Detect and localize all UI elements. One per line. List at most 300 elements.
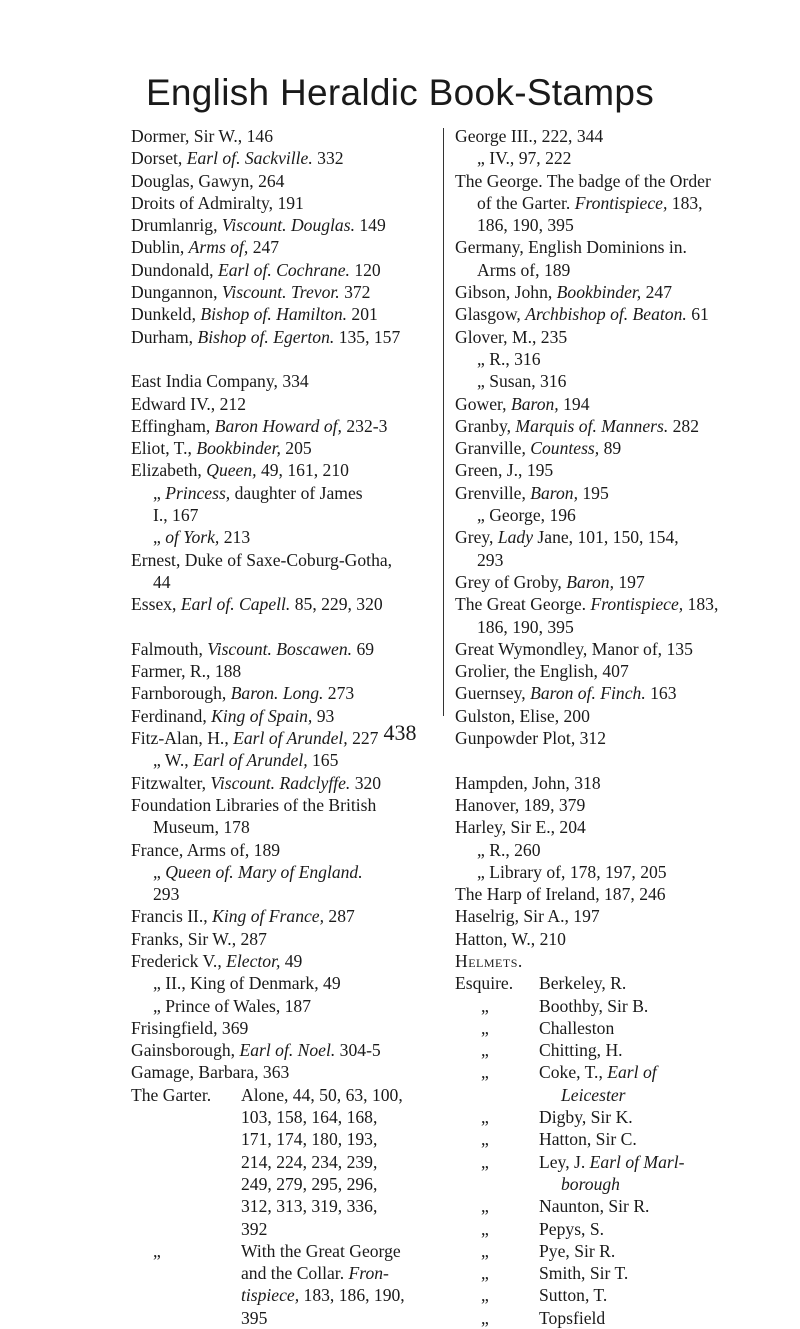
helmet-name (539, 1084, 626, 1106)
index-entry (455, 593, 785, 615)
garter-row (131, 1173, 431, 1195)
entry-italic: Viscount. Trevor. (221, 282, 340, 303)
ditto-mark: „ (481, 1285, 489, 1306)
helmet-name-text: Digby, Sir K. (539, 1107, 633, 1128)
entry-pages: Jane, 101, 150, 154, (533, 527, 679, 548)
entry-pages: 146 (246, 126, 273, 146)
index-entry (455, 125, 785, 147)
helmet-row (455, 1195, 785, 1217)
entry-text: „ R., 316 (477, 348, 541, 369)
entry-text: Green, J., (455, 460, 527, 481)
entry-pages: 200 (563, 705, 590, 726)
index-entry (131, 459, 431, 481)
index-entry (131, 839, 431, 861)
esquire-label: Esquire. (455, 973, 514, 994)
helmet-name-text: Ley, J. (539, 1151, 590, 1172)
entry-italic: Princess, (165, 482, 231, 503)
entry-text: „ Library of, 178, 197, 205 (477, 861, 667, 882)
entry-pages: 149 (354, 215, 386, 236)
entry-text: Gulston, Elise, (455, 705, 564, 726)
index-entry (131, 370, 431, 392)
entry-pages: 135, 157 (334, 326, 401, 347)
index-entry (455, 281, 785, 303)
helmet-name-text: Coke, T., (539, 1062, 608, 1083)
entry-pages: 320 (350, 772, 382, 793)
entry-text: Harley, Sir E., (455, 817, 560, 838)
entry-text: Guernsey, (455, 683, 531, 704)
entry-pages: 312 (579, 728, 607, 749)
helmet-row (455, 1307, 785, 1329)
indent (131, 1307, 241, 1329)
garter-pages: 392 (241, 1218, 268, 1239)
indent (131, 1195, 241, 1217)
helmet-row (455, 1151, 785, 1173)
entry-italic: Earl of Arundel, (233, 728, 348, 749)
helmet-name (539, 1039, 623, 1061)
garter-row (131, 1240, 431, 1262)
entry-pages: 49 (280, 950, 303, 971)
entry-italic: Baron, (566, 571, 614, 592)
entry-pages: 273 (323, 683, 355, 704)
helmet-name (539, 1218, 604, 1240)
helmet-name (539, 1106, 633, 1128)
garter-pages: 214, 224, 234, 239, (241, 1151, 378, 1172)
entry-text: Eliot, T., (131, 438, 197, 459)
entry-text: 293 (153, 884, 180, 905)
garter-row (131, 1151, 431, 1173)
index-entry (131, 236, 431, 258)
helmet-row (455, 1173, 785, 1195)
ditto-mark: „ (481, 1107, 489, 1128)
entry-text: Granby, (455, 415, 516, 436)
entry-text: Dormer, Sir W., (131, 126, 247, 146)
index-entry (455, 928, 785, 950)
entry-italic: Archbishop of. Beaton. (525, 304, 687, 325)
index-entry (455, 526, 785, 548)
helmet-row (455, 1128, 785, 1150)
helmet-row (455, 1017, 785, 1039)
garter-row (131, 1195, 431, 1217)
helmet-name-text: Challeston (539, 1017, 615, 1038)
index-entry (131, 1061, 431, 1083)
indent (131, 1106, 241, 1128)
index-entry (131, 170, 431, 192)
entry-pages: 334 (282, 371, 309, 392)
index-entry (131, 415, 431, 437)
index-entry (455, 682, 785, 704)
entry-pages: 247 (248, 237, 280, 258)
entry-text: „ (153, 482, 166, 503)
entry-pages: 210 (539, 928, 566, 949)
helmet-name (539, 1262, 628, 1284)
entry-text: Museum, 178 (153, 817, 250, 838)
entry-text: Grey of Groby, (455, 571, 567, 592)
entry-text: Fitz-Alan, H., (131, 728, 234, 749)
entry-text: East India Company, (131, 371, 283, 392)
index-entry (131, 1017, 431, 1039)
entry-text: Foundation Libraries of the British (131, 794, 377, 815)
garter-row (131, 1084, 431, 1106)
helmet-name (539, 1240, 615, 1262)
entry-text: Germany, English Dominions in. (455, 237, 687, 258)
index-entry (455, 794, 785, 816)
entry-italic: Baron, (510, 393, 559, 414)
helmet-row (455, 1039, 785, 1061)
helmet-name-text: Pepys, S. (539, 1218, 605, 1239)
entry-text: „ Susan, 316 (477, 371, 567, 392)
entry-text: Dunkeld, (131, 304, 201, 325)
entry-pages: 282 (668, 415, 700, 436)
entry-text: Grey, (455, 527, 498, 548)
helmet-name-text: Boothby, Sir B. (539, 995, 649, 1016)
index-subentry (455, 861, 785, 883)
helmet-row (455, 972, 785, 994)
helmet-name (539, 1061, 657, 1083)
garter-pages: 103, 158, 164, 168, (241, 1107, 378, 1128)
index-entry (455, 437, 785, 459)
entry-italic: King of France, (212, 906, 325, 927)
helmet-row (455, 1218, 785, 1240)
entry-pages: 120 (349, 259, 381, 280)
entry-text: 293 (477, 549, 504, 570)
entry-text: Gower, (455, 393, 511, 414)
entry-text: 186, 190, 395 (477, 616, 574, 637)
index-entry (131, 638, 431, 660)
entry-text: Gamage, Barbara, (131, 1062, 263, 1083)
helmet-name (539, 1017, 614, 1039)
ditto-mark: „ (481, 1263, 489, 1284)
entry-text: „ W., (153, 750, 194, 771)
index-entry (455, 772, 785, 794)
entry-italic: Bishop of. Egerton. (197, 326, 335, 347)
garter-with-text: and the Collar. (241, 1263, 349, 1284)
index-entry (131, 147, 431, 169)
index-entry (455, 303, 785, 325)
index-subentry (131, 995, 431, 1017)
entry-text: The Great George. (455, 594, 591, 615)
entry-pages: 213 (219, 527, 251, 548)
entry-text: Dundonald, (131, 259, 218, 280)
garter-entry (131, 1084, 431, 1329)
index-entry (131, 928, 431, 950)
garter-row (131, 1106, 431, 1128)
section-gap (455, 749, 785, 771)
indent (131, 1128, 241, 1150)
entry-text: of the Garter. (477, 192, 575, 213)
index-subentry (131, 816, 431, 838)
index-subentry (455, 616, 785, 638)
entry-pages: 61 (686, 304, 709, 325)
index-subentry (455, 504, 785, 526)
entry-pages: 227 (347, 728, 379, 749)
indent (131, 1151, 241, 1173)
entry-pages: 165 (307, 750, 339, 771)
entry-pages: 372 (339, 282, 371, 303)
entry-text: Great Wymondley, Manor of, (455, 638, 667, 659)
entry-text: Dorset, (131, 148, 187, 169)
entry-text: „ R., 260 (477, 839, 541, 860)
helmet-name (539, 995, 648, 1017)
entry-text: Falmouth, (131, 638, 208, 659)
entry-text: Edward IV., (131, 393, 220, 414)
entry-pages: 222, 344 (541, 126, 604, 146)
entry-text: Frisingfield, (131, 1017, 222, 1038)
garter-row (131, 1262, 431, 1284)
entry-pages: 189 (253, 839, 281, 860)
helmet-name-text: Pye, Sir R. (539, 1240, 616, 1261)
page-title: English Heraldic Book-Stamps (145, 72, 655, 113)
ditto-mark: „ (481, 1151, 489, 1172)
ditto-mark: „ (481, 1240, 489, 1261)
helmet-name-text: Topsfield (539, 1307, 606, 1328)
entry-text: Francis II., (131, 906, 213, 927)
entry-text: Gibson, John, (455, 282, 557, 303)
indent (131, 1218, 241, 1240)
entry-text: 186, 190, 395 (477, 215, 574, 236)
entry-pages: 183, (683, 594, 719, 615)
garter-pages: 312, 313, 319, 336, (241, 1196, 378, 1217)
index-subentry (455, 147, 785, 169)
index-entry (131, 437, 431, 459)
helmet-name (539, 1195, 649, 1217)
index-entry (455, 393, 785, 415)
entry-pages: 232-3 (341, 415, 388, 436)
index-subentry (455, 370, 785, 392)
entry-text: Ferdinand, (131, 705, 212, 726)
entry-pages: 194 (558, 393, 590, 414)
helmet-row (455, 995, 785, 1017)
entry-pages: 49, 161, 210 (256, 460, 349, 481)
index-entry (131, 905, 431, 927)
entry-italic: Countess, (530, 438, 600, 459)
garter-with-text: 183, 186, 190, (299, 1285, 405, 1306)
entry-italic: King of Spain, (211, 705, 313, 726)
entry-text: Ernest, Duke of Saxe-Coburg-Gotha, (131, 549, 393, 570)
entry-text: Franks, Sir W., (131, 928, 241, 949)
ditto-mark: „ (481, 1218, 489, 1239)
helmet-name-italic: Leicester (561, 1084, 626, 1105)
garter-label: The Garter. (131, 1084, 212, 1105)
entry-italic: Viscount. Douglas. (221, 215, 355, 236)
garter-pages: 171, 174, 180, 193, (241, 1129, 378, 1150)
entry-text: „ II., King of Denmark, 49 (153, 973, 341, 994)
index-entry (131, 326, 431, 348)
index-subentry (455, 259, 785, 281)
entry-pages: 89 (599, 438, 622, 459)
garter-row (131, 1284, 431, 1306)
entry-text: Fitzwalter, (131, 772, 211, 793)
helmet-name-text: Hatton, Sir C. (539, 1129, 637, 1150)
entry-italic: Earl of Arundel, (193, 750, 308, 771)
entry-italic: Lady (497, 527, 534, 548)
entry-text: Grolier, the English, (455, 661, 603, 682)
index-entry (131, 1039, 431, 1061)
entry-pages: 85, 229, 320 (290, 594, 383, 615)
entry-italic: Earl of. Cochrane. (217, 259, 350, 280)
indent (455, 1084, 539, 1106)
entry-pages: 304-5 (335, 1040, 381, 1061)
entry-italic: Earl of. Noel. (239, 1040, 336, 1061)
entry-text: Droits of Admiralty, (131, 192, 278, 213)
helmet-name (539, 1307, 605, 1329)
entry-text: Durham, (131, 326, 198, 347)
entry-italic: Baron of. Finch. (530, 683, 646, 704)
entry-italic: Bishop of. Hamilton. (200, 304, 348, 325)
entry-pages: daughter of James (230, 482, 363, 503)
entry-pages: 187, 246 (604, 884, 666, 905)
helmet-name-text: Chitting, H. (539, 1040, 623, 1061)
entry-italic: Queen of. Mary of England. (165, 861, 363, 882)
garter-row (131, 1307, 431, 1329)
helmet-name (539, 1151, 684, 1173)
entry-italic: Elector, (226, 950, 281, 971)
index-subentry (131, 749, 431, 771)
index-entry (455, 236, 785, 258)
entry-pages: 264 (258, 170, 285, 191)
index-subentry (455, 192, 785, 214)
garter-row (131, 1128, 431, 1150)
entry-pages: 195 (577, 482, 609, 503)
entry-italic: Bookbinder, (556, 282, 642, 303)
entry-pages: 195 (526, 460, 554, 481)
entry-text: France, Arms of, (131, 839, 254, 860)
entry-text: Glasgow, (455, 304, 526, 325)
ditto-mark: „ (481, 1040, 489, 1061)
ditto-mark: „ (481, 1129, 489, 1150)
index-subentry (131, 972, 431, 994)
index-entry (131, 794, 431, 816)
helmet-row (455, 1106, 785, 1128)
ditto-mark: „ (153, 1240, 161, 1261)
index-entry (455, 816, 785, 838)
indent (131, 1173, 241, 1195)
helmet-row (455, 1284, 785, 1306)
index-subentry (455, 549, 785, 571)
index-entry (455, 415, 785, 437)
entry-pages: 212 (219, 393, 246, 414)
garter-with-italic: tispiece, (241, 1285, 300, 1306)
entry-text: 44 (153, 571, 171, 592)
garter-with-line (241, 1284, 405, 1306)
entry-text: George III., (455, 126, 542, 146)
helmet-name-italic: Earl of Marl- (589, 1151, 685, 1172)
helmet-name-text: Berkeley, R. (539, 973, 627, 994)
entry-text: Farmer, R., (131, 661, 215, 682)
index-entry (455, 170, 785, 192)
ditto-mark: „ (481, 1196, 489, 1217)
entry-pages: 197 (613, 571, 645, 592)
entry-text: Gunpowder Plot, (455, 728, 580, 749)
entry-italic: Arms of, (188, 237, 249, 258)
index-entry (131, 393, 431, 415)
helmet-name (539, 1284, 607, 1306)
index-entry (455, 459, 785, 481)
helmet-row (455, 1262, 785, 1284)
garter-with-italic: Fron- (348, 1263, 389, 1284)
index-subentry (455, 214, 785, 236)
index-entry (131, 303, 431, 325)
entry-text: Granville, (455, 438, 531, 459)
index-entry (131, 950, 431, 972)
helmet-name-text: Sutton, T. (539, 1285, 608, 1306)
entry-pages: 69 (352, 638, 375, 659)
index-entry (455, 482, 785, 504)
helmet-name-text: Smith, Sir T. (539, 1263, 629, 1284)
entry-pages: 363 (262, 1062, 290, 1083)
index-subentry (131, 861, 431, 883)
entry-pages: 188 (214, 661, 242, 682)
entry-text: Effingham, (131, 415, 215, 436)
entry-text: Drumlanrig, (131, 215, 222, 236)
entry-pages: 318 (574, 772, 601, 793)
entry-italic: Earl of. Capell. (180, 594, 291, 615)
entry-text: Frederick V., (131, 950, 227, 971)
index-entry (455, 638, 785, 660)
index-subentry (455, 839, 785, 861)
entry-text: Grenville, (455, 482, 531, 503)
entry-text: „ Prince of Wales, 187 (153, 995, 312, 1016)
entry-text: Glover, M., (455, 326, 541, 347)
helmets-heading: Helmets. (455, 950, 523, 971)
index-entry (131, 259, 431, 281)
entry-italic: Earl of. Sackville. (186, 148, 313, 169)
section-gap (131, 348, 431, 370)
entry-italic: Frontispiece, (590, 594, 684, 615)
entry-pages: 189, 379 (523, 794, 586, 815)
entry-italic: Baron Howard of, (214, 415, 342, 436)
index-subentry (131, 883, 431, 905)
entry-italic: Queen, (206, 460, 257, 481)
entry-text: „ (153, 527, 166, 548)
entry-text: Haselrig, Sir A., (455, 906, 574, 927)
index-entry (131, 660, 431, 682)
garter-alone-pages: Alone, 44, 50, 63, 100, (241, 1084, 403, 1105)
index-entry (131, 125, 431, 147)
ditto-mark: „ (481, 1062, 489, 1083)
entry-italic: of York, (165, 527, 220, 548)
entry-text: „ IV., 97, 222 (477, 148, 572, 169)
entry-pages: 201 (347, 304, 378, 325)
index-entry (131, 281, 431, 303)
entry-text: Gainsborough, (131, 1040, 240, 1061)
index-entry (131, 549, 431, 571)
index-entry (131, 192, 431, 214)
entry-text: Hampden, John, (455, 772, 575, 793)
entry-text: Dungannon, (131, 282, 222, 303)
helmet-name (539, 972, 626, 994)
index-entry (455, 326, 785, 348)
ditto-mark: „ (481, 1017, 489, 1038)
garter-with-line (241, 1262, 389, 1284)
entry-pages: 183, (667, 192, 703, 213)
helmet-name (539, 1128, 637, 1150)
entry-pages: 163 (645, 683, 677, 704)
garter-pages: 249, 279, 295, 296, (241, 1173, 378, 1194)
index-entry (131, 682, 431, 704)
column-divider (443, 128, 444, 716)
entry-text: Arms of, 189 (477, 259, 571, 280)
garter-row (131, 1218, 431, 1240)
ditto-mark: „ (481, 995, 489, 1016)
entry-pages: 135 (666, 638, 693, 659)
index-entry (131, 593, 431, 615)
entry-text: Hanover, (455, 794, 524, 815)
entry-pages: 191 (277, 192, 304, 213)
entry-text: Essex, (131, 594, 181, 615)
entry-pages: 204 (559, 817, 586, 838)
index-entry (131, 772, 431, 794)
entry-text: „ (153, 861, 166, 882)
